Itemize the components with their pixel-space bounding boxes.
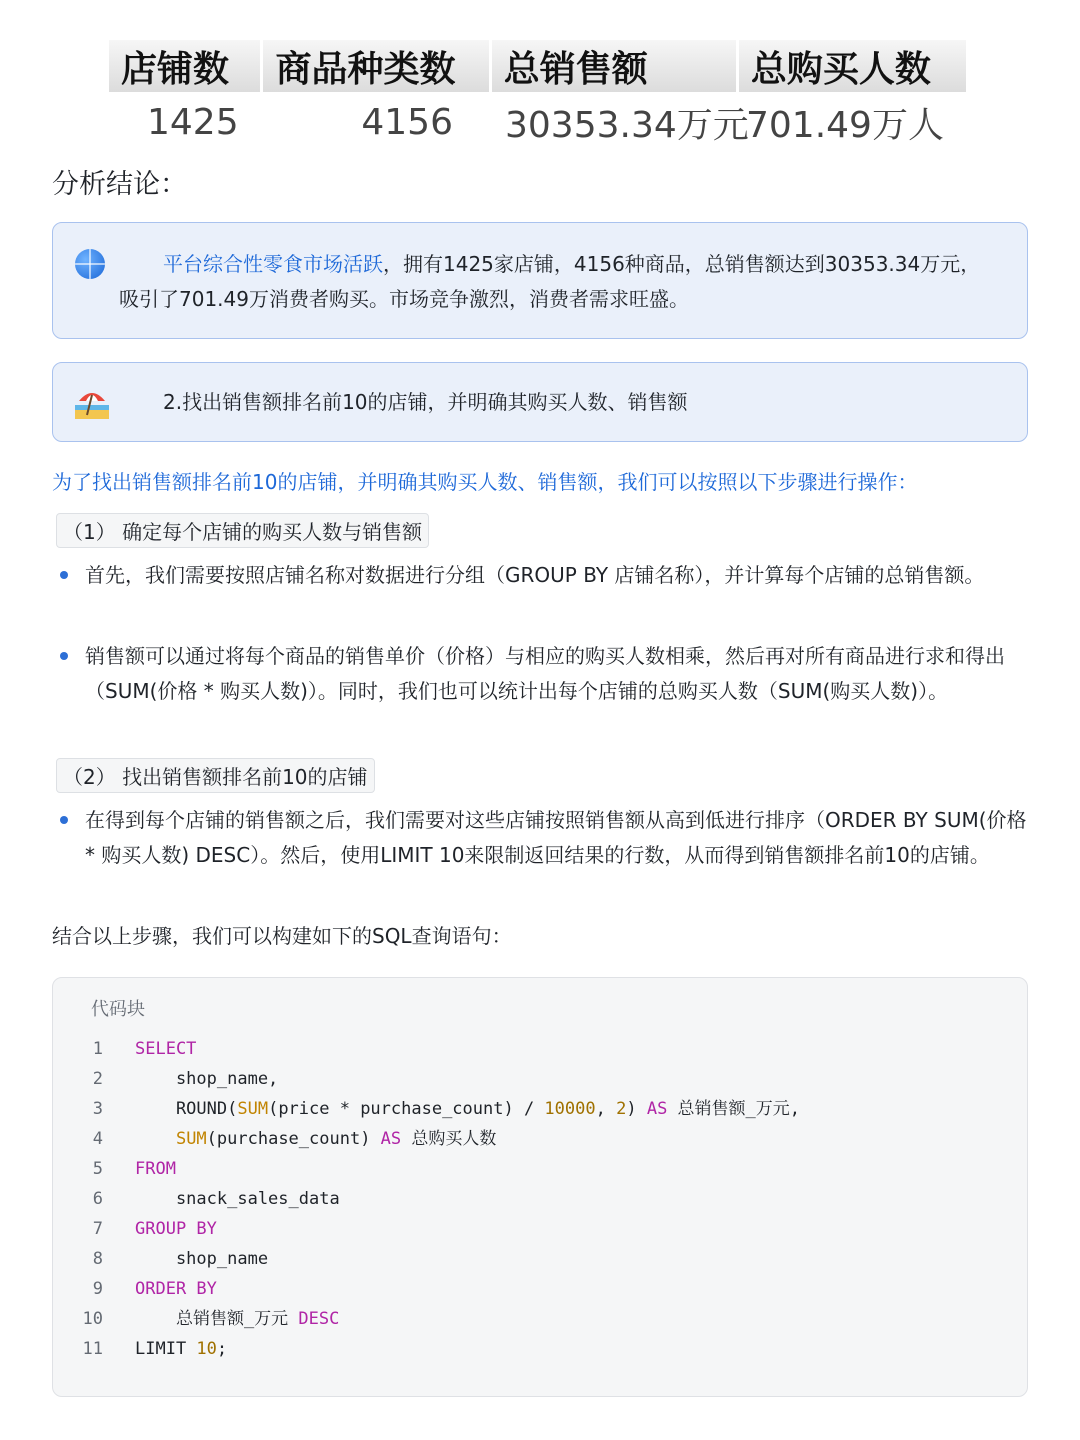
code-line: 3 ROUND(SUM(price * purchase_count) / 10000, 2) AS 总销售额_万元,: [53, 1094, 1027, 1124]
code-line: 4 SUM(purchase_count) AS 总购买人数: [53, 1124, 1027, 1154]
line-number: 9: [92, 1279, 103, 1299]
line-number: 6: [92, 1189, 103, 1209]
list-item: [60, 558, 1030, 593]
line-number: 5: [92, 1159, 103, 1179]
code-line: 2 shop_name,: [53, 1064, 1027, 1094]
code-lines: [53, 1034, 1027, 1364]
task-callout: [52, 362, 1028, 442]
line-number: 1: [92, 1039, 103, 1059]
conclusion-callout: [52, 222, 1028, 339]
header-product-types: 商品种类数: [263, 40, 488, 92]
bullet-dot-icon: [60, 652, 68, 660]
globe-icon: [75, 249, 105, 279]
value-shop-count: 1425: [147, 101, 239, 143]
line-number: 11: [82, 1339, 103, 1359]
bullet-dot-icon: [60, 816, 68, 824]
line-number: 4: [92, 1129, 103, 1149]
value-total-buyers: 701.49万人: [746, 104, 944, 146]
code-line: 8 shop_name: [53, 1244, 1027, 1274]
header-total-buyers: 总购买人数: [739, 40, 966, 92]
code-line: 11 LIMIT 10;: [53, 1334, 1027, 1364]
code-line: 5 FROM: [53, 1154, 1027, 1184]
task-text: 2.找出销售额排名前10的店铺，并明确其购买人数、销售额: [163, 390, 688, 414]
summary-text: 结合以上步骤，我们可以构建如下的SQL查询语句：: [52, 924, 512, 948]
conclusion-body: ，拥有1425家店铺，4156种商品，总销售额达到30353.34万元，吸引了701.49万消费者购买。市场竞争激烈，消费者需求旺盛。: [119, 252, 981, 311]
beach-umbrella-icon: [75, 387, 109, 419]
stats-header-row: [109, 40, 969, 92]
conclusion-lead: 平台综合性零食市场活跃: [163, 252, 383, 276]
list-item: [60, 639, 1030, 709]
bullet-text: 在得到每个店铺的销售额之后，我们需要对这些店铺按照销售额从高到低进行排序（ORDER BY SUM(价格 * 购买人数) DESC）。然后，使用LIMIT 10来限制返回结果的行数，从而得到销售额排名前10的店铺。: [85, 808, 1027, 867]
line-number: 10: [82, 1309, 103, 1329]
conclusion-text: [119, 247, 999, 317]
code-block-title: 代码块: [91, 999, 145, 1020]
code-block[interactable]: [52, 977, 1028, 1397]
header-total-sales: 总销售额: [492, 40, 736, 92]
value-product-types: 4156: [361, 101, 453, 143]
step1-tag: （1） 确定每个店铺的购买人数与销售额: [56, 513, 429, 548]
line-number: 3: [92, 1099, 103, 1119]
bullet-dot-icon: [60, 571, 68, 579]
line-number: 7: [92, 1219, 103, 1239]
list-item: [60, 803, 1030, 873]
bullet-text: 销售额可以通过将每个商品的销售单价（价格）与相应的购买人数相乘，然后再对所有商品进行求和得出（SUM(价格 * 购买人数)）。同时，我们也可以统计出每个店铺的总购买人数（SUM(购买人数)）。: [85, 644, 1005, 703]
code-line: 6 snack_sales_data: [53, 1184, 1027, 1214]
header-shop-count: 店铺数: [109, 40, 260, 92]
code-line: 7 GROUP BY: [53, 1214, 1027, 1244]
bullet-text: 首先，我们需要按照店铺名称对数据进行分组（GROUP BY 店铺名称），并计算每个店铺的总销售额。: [85, 563, 985, 587]
code-line: 9 ORDER BY: [53, 1274, 1027, 1304]
line-number: 2: [92, 1069, 103, 1089]
value-total-sales: 30353.34万元: [505, 104, 749, 146]
analysis-heading: 分析结论：: [52, 169, 187, 200]
intro-text: 为了找出销售额排名前10的店铺，并明确其购买人数、销售额，我们可以按照以下步骤进行操作：: [52, 470, 918, 494]
code-line: 10 总销售额_万元 DESC: [53, 1304, 1027, 1334]
step2-tag: （2） 找出销售额排名前10的店铺: [56, 758, 375, 793]
stats-value-row: [109, 92, 969, 152]
stats-table: [109, 40, 969, 152]
code-line: 1 SELECT: [53, 1034, 1027, 1064]
line-number: 8: [92, 1249, 103, 1269]
